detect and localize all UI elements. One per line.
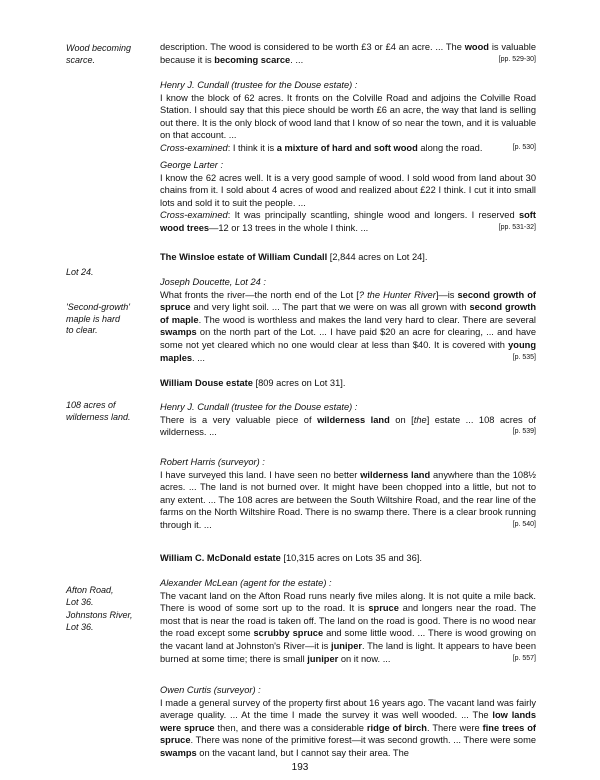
speaker-name: Henry J. Cundall (trustee for the Douse estate) : (160, 80, 358, 90)
margin-note: Wood becoming scarce. (66, 43, 132, 65)
margin-note: Lot 24. (66, 267, 94, 277)
page-citation: [p. 530] (512, 143, 536, 151)
speaker-name: Henry J. Cundall (trustee for the Douse estate) : (160, 402, 358, 412)
page-number: 193 (291, 762, 309, 773)
page-citation: [pp. 529-30] (498, 55, 536, 63)
speaker-name: George Larter : (160, 160, 224, 170)
speaker-name: Alexander McLean (agent for the estate) : (160, 578, 332, 588)
speaker-name: Robert Harris (surveyor) : (160, 457, 265, 467)
testimony-harris: Robert Harris (surveyor) : I have surveyed this land. I have seen no better wilderness land anywhere than the 108½ acres. ... The land is not burned over. It might have been chopped into a little, but not to any extent. ... The 108 acres are between the South Wiltshire Road, and the rear line of the farms on the North Wiltshire Road. There is no swamp there. There is a clear brook running through it. ... [p. 540] (160, 457, 536, 530)
testimony-cundall: Henry J. Cundall (trustee for the Douse estate) : There is a very valuable piece of wilderness land on [the] estate ... 108 acres of wilderness. ... [p. 539] (160, 402, 536, 438)
estate-heading: William Douse estate [809 acres on Lot 31]. (160, 378, 346, 388)
speaker-name: Owen Curtis (surveyor) : (160, 685, 261, 695)
testimony-curtis: Owen Curtis (surveyor) : I made a general survey of the property first about 16 years ago. The vacant land was fairly average quality. ... At the time I made the survey it was well wooded. ... The low lands were spruce then, and there was a considerable ridge of birch. There were fine trees of spruce. There was none of the primitive forest—it was second growth. ... There were some swamps on the vacant land, but I cannot say their area. The (160, 685, 537, 758)
speaker-name: Joseph Doucette, Lot 24 : (160, 277, 266, 287)
intro-paragraph: description. The wood is considered to be worth £3 or £4 an acre. ... The wood is valuable because it is becoming scarce. ... [pp. 529-30] (160, 42, 536, 65)
margin-note: Afton Road, Lot 36. (66, 585, 114, 607)
margin-note: Johnstons River, Lot 36. (66, 610, 133, 632)
testimony-mclean: Alexander McLean (agent for the estate) : The vacant land on the Afton Road runs nearly five miles along. It is not quite a mile back. There is wood of some sort up to the road. It is spruce and longers near the road. The most that is near the road is taken off. The land on the road is good. There is no wood near the road except some scrubby spruce and some little wood. ... There is wood growing on the vacant land at Johnston's River—it is juniper. The land is light. It appears to have been burned at some time; there is small juniper on it now. ... [p. 557] (160, 578, 537, 664)
testimony-larter: George Larter : I know the 62 acres well. It is a very good sample of wood. I sold wood from land about 30 chains from it. I sold about 4 acres of wood and realized about £22 I think. I cut it into small lots and sold it to suit the people. ... Cross-examined: It was principally scantling, shingle wood and longers. I reserved soft wood trees—12 or 13 trees in the whole I think. ... [pp. 531-32] (160, 160, 536, 233)
margin-note: 108 acres of wilderness land. (66, 400, 131, 422)
estate-heading: The Winsloe estate of William Cundall [2,844 acres on Lot 24]. (160, 252, 428, 262)
testimony-doucette: Joseph Doucette, Lot 24 : What fronts the river—the north end of the Lot [? the Hunter River]—is second growth of spruce and very light soil. ... The part that we were on was all grown with second growth of maple. The wood is worthless and makes the land very hard to clear. There are several swamps on the north part of the Lot. ... I have paid $20 an acre for clearing, ... and have some not yet cleared which no one would clear at less than $40. It is covered with young maples. ... [p. 535] (160, 277, 536, 363)
estate-heading: William C. McDonald estate [10,315 acres on Lots 35 and 36]. (160, 553, 422, 563)
page-citation: [p. 535] (512, 353, 536, 361)
page-citation: [p. 539] (512, 428, 536, 436)
testimony-cundall: Henry J. Cundall (trustee for the Douse estate) : I know the block of 62 acres. It fronts on the Colville Road and adjoins the Colville Road Station. I should say that this piece should be worth £6 an acre, the way that land is selling out there. It is the only block of wood land that I know of so near the town, and it is valuable on that account. ... Cross-examined: I think it is a mixture of hard and soft wood along the road. [p. 530] (160, 80, 536, 153)
margin-note: 'Second-growth' maple is hard to clear. (66, 302, 130, 335)
page-citation: [p. 557] (512, 654, 536, 662)
page-citation: [p. 540] (512, 520, 536, 528)
page-citation: [pp. 531-32] (498, 223, 536, 231)
